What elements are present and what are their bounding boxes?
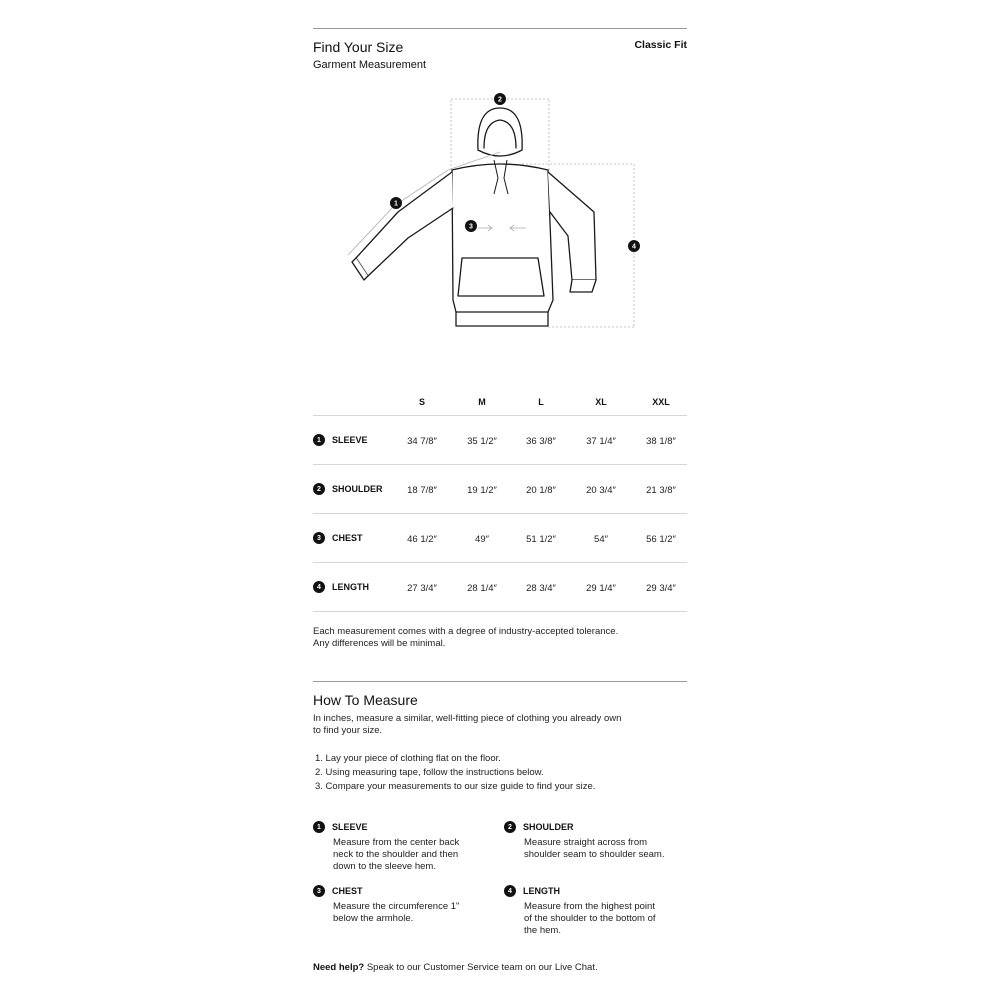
measure-number-badge: 1	[313, 821, 325, 833]
measure-item-header	[504, 885, 674, 897]
table-cell: 56 1/2″	[646, 534, 676, 545]
measure-item-shoulder	[504, 821, 674, 861]
row-label	[313, 483, 383, 495]
svg-text:3: 3	[469, 223, 473, 231]
table-cell: 18 7/8″	[407, 485, 437, 496]
hoodie-body-outline	[452, 164, 553, 326]
diagram-marker-length	[628, 240, 640, 252]
row-label	[313, 532, 363, 544]
measure-number-badge: 2	[504, 821, 516, 833]
measure-item-label: CHEST	[332, 886, 363, 896]
description-line: Measure from the center back	[333, 837, 460, 848]
tolerance-note-line: Any differences will be minimal.	[313, 638, 446, 649]
table-cell: 34 7/8″	[407, 436, 437, 447]
table-cell: 49″	[475, 534, 489, 545]
description-line: Measure the circumference 1"	[333, 901, 460, 912]
diagram-marker-shoulder	[494, 93, 506, 105]
table-row-chest	[313, 514, 687, 563]
table-cell: 36 3/8″	[526, 436, 556, 447]
row-label-text: LENGTH	[332, 582, 369, 592]
measure-item-label: SHOULDER	[523, 822, 574, 832]
description-line: down to the sleeve hem.	[333, 861, 436, 872]
description-line: Measure straight across from	[524, 837, 648, 848]
page-subtitle: Garment Measurement	[313, 59, 427, 71]
description-line: below the armhole.	[333, 913, 414, 924]
how-to-measure-title: How To Measure	[313, 692, 418, 708]
list-item: 1. Lay your piece of clothing flat on the floor.	[315, 753, 501, 764]
row-label-text: SLEEVE	[332, 435, 368, 445]
top-divider	[313, 28, 687, 29]
tolerance-note-line: Each measurement comes with a degree of industry-accepted tolerance.	[313, 626, 619, 637]
how-to-measure-intro	[313, 713, 687, 737]
measure-steps-list	[313, 752, 687, 794]
help-label: Need help?	[313, 962, 365, 973]
description-line: the hem.	[524, 925, 561, 936]
hoodie-diagram	[330, 90, 650, 340]
table-cell: 28 3/4″	[526, 583, 556, 594]
measure-number-badge: 4	[504, 885, 516, 897]
measure-item-chest	[313, 885, 483, 925]
measure-item-description	[333, 901, 483, 925]
measure-item-description	[524, 837, 674, 861]
measure-item-header	[313, 885, 483, 897]
row-number-badge: 2	[313, 483, 325, 495]
size-header-m: M	[478, 397, 486, 407]
table-cell: 28 1/4″	[467, 583, 497, 594]
diagram-marker-chest	[465, 220, 477, 232]
hoodie-left-sleeve	[356, 172, 453, 276]
table-cell: 20 1/8″	[526, 485, 556, 496]
table-cell: 29 1/4″	[586, 583, 616, 594]
table-cell: 54″	[594, 534, 608, 545]
measure-item-length	[504, 885, 674, 937]
row-label-text: SHOULDER	[332, 484, 383, 494]
size-header-l: L	[538, 397, 544, 407]
table-cell: 46 1/2″	[407, 534, 437, 545]
table-row-length	[313, 563, 687, 612]
hoodie-right-sleeve	[548, 172, 596, 280]
measure-item-description	[333, 837, 483, 873]
size-table	[313, 387, 687, 612]
measure-item-description	[524, 901, 674, 937]
table-cell: 27 3/4″	[407, 583, 437, 594]
diagram-marker-sleeve	[390, 197, 402, 209]
size-header-xl: XL	[595, 397, 607, 407]
row-label-text: CHEST	[332, 533, 363, 543]
measure-item-header	[504, 821, 674, 833]
measure-item-sleeve	[313, 821, 483, 873]
table-cell: 37 1/4″	[586, 436, 616, 447]
fit-label: Classic Fit	[634, 39, 687, 51]
measure-item-header	[313, 821, 483, 833]
table-cell: 20 3/4″	[586, 485, 616, 496]
measure-item-label: LENGTH	[523, 886, 560, 896]
table-cell: 19 1/2″	[467, 485, 497, 496]
tolerance-note	[313, 626, 687, 650]
help-footer	[313, 962, 598, 973]
svg-text:4: 4	[632, 243, 636, 251]
row-label	[313, 434, 368, 446]
measure-item-label: SLEEVE	[332, 822, 368, 832]
svg-text:1: 1	[394, 200, 398, 208]
row-number-badge: 3	[313, 532, 325, 544]
help-text: Speak to our Customer Service team on our Live Chat.	[366, 962, 598, 973]
table-header	[313, 387, 687, 416]
table-cell: 35 1/2″	[467, 436, 497, 447]
row-label	[313, 581, 369, 593]
table-cell: 38 1/8″	[646, 436, 676, 447]
hoodie-right-cuff	[570, 280, 596, 292]
section-divider	[313, 681, 687, 682]
row-number-badge: 1	[313, 434, 325, 446]
table-cell: 51 1/2″	[526, 534, 556, 545]
description-line: of the shoulder to the bottom of	[524, 913, 656, 924]
table-cell: 21 3/8″	[646, 485, 676, 496]
table-row-shoulder	[313, 465, 687, 514]
intro-line: to find your size.	[313, 725, 383, 736]
intro-line: In inches, measure a similar, well-fitting piece of clothing you already own	[313, 713, 622, 724]
list-item: 3. Compare your measurements to our size guide to find your size.	[315, 781, 596, 792]
description-line: Measure from the highest point	[524, 901, 655, 912]
measure-number-badge: 3	[313, 885, 325, 897]
hoodie-pocket	[458, 258, 544, 296]
list-item: 2. Using measuring tape, follow the instructions below.	[315, 767, 544, 778]
size-header-s: S	[418, 397, 425, 407]
row-number-badge: 4	[313, 581, 325, 593]
table-row-sleeve	[313, 416, 687, 465]
size-header-xxl: XXL	[652, 397, 670, 407]
page-title: Find Your Size	[313, 39, 404, 55]
svg-text:2: 2	[498, 96, 502, 104]
table-cell: 29 3/4″	[646, 583, 676, 594]
description-line: neck to the shoulder and then	[333, 849, 459, 860]
description-line: shoulder seam to shoulder seam.	[524, 849, 665, 860]
